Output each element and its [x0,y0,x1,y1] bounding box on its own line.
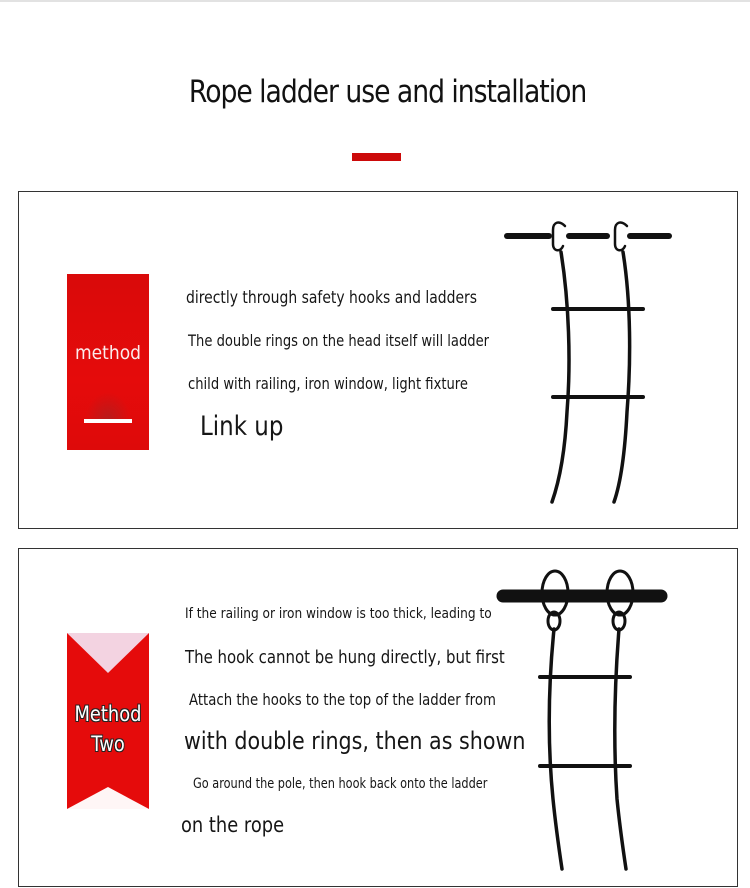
rope-ladder-hooked-on-bar-icon [497,212,677,512]
badge-bottom-notch [67,787,149,809]
instruction-line: Go around the pole, then hook back onto the ladder [193,776,488,792]
badge-top-notch [67,633,149,673]
page-title: Rope ladder use and installation [188,74,587,110]
method-two-panel [18,548,738,887]
instruction-line: Attach the hooks to the top of the ladder from [189,690,496,709]
method-one-badge-label: method [74,342,142,364]
instruction-line: directly through safety hooks and ladders [186,288,478,308]
title-underline-accent [352,153,401,161]
method-two-label-line2: Two [91,732,125,756]
top-divider [0,0,750,2]
badge-underline-bar [84,419,132,423]
instruction-line: The hook cannot be hung directly, but first [185,647,505,668]
method-one-badge [67,274,149,450]
rope-ladder-looped-around-pole-icon [489,559,689,879]
badge-glow-decoration [85,392,131,420]
method-two-badge-label [73,699,143,759]
method-two-label-line1: Method [74,702,142,726]
instruction-line: child with railing, iron window, light fixture [188,374,468,393]
instruction-line: The double rings on the head itself will ladder [188,331,490,350]
instruction-line-emphasis: Link up [200,411,284,442]
instruction-line-emphasis: with double rings, then as shown [184,727,526,755]
method-two-badge [67,633,149,809]
instruction-line: on the rope [181,813,285,837]
method-one-panel [18,191,738,529]
instruction-line: If the railing or iron window is too thick, leading to [185,606,492,622]
